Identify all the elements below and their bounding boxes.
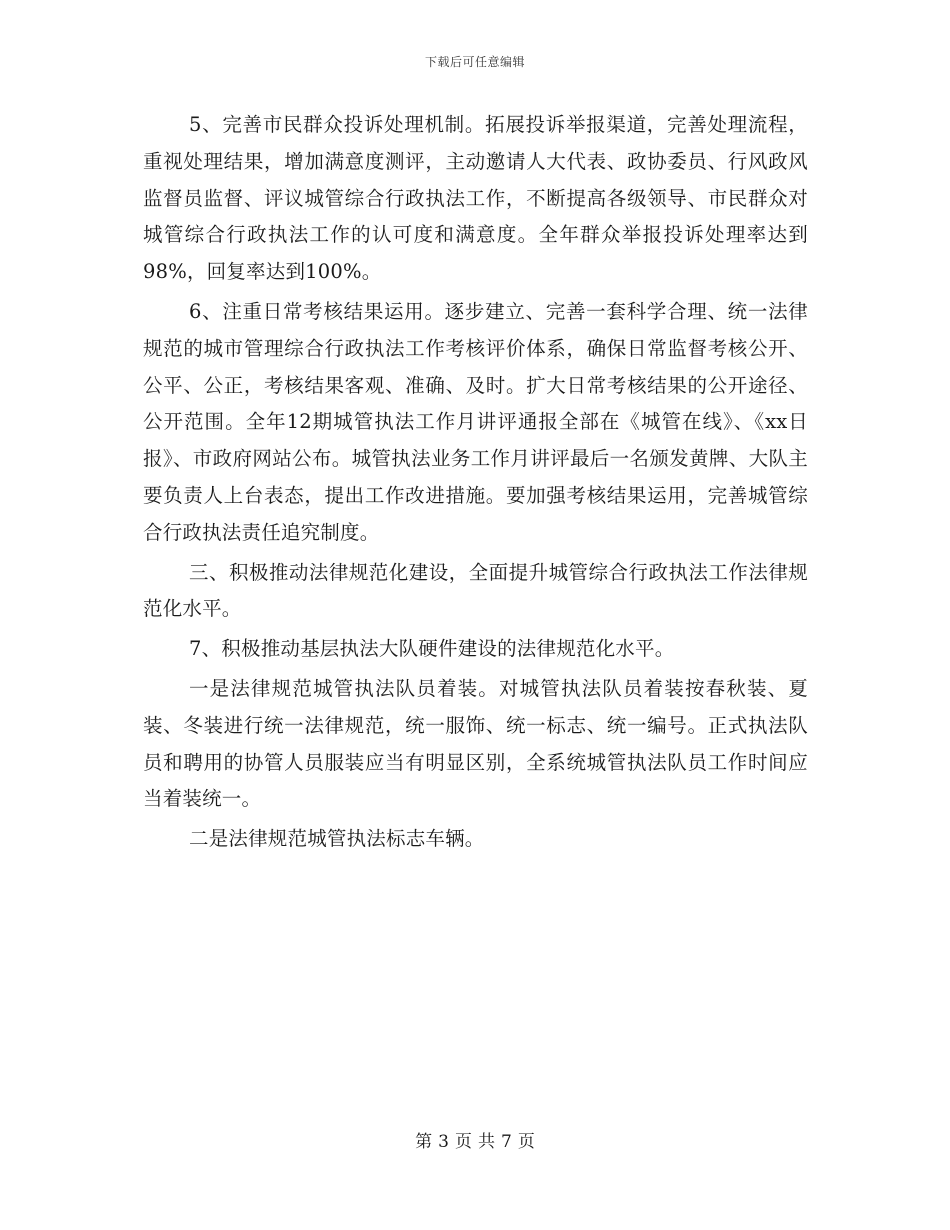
document-body xyxy=(143,107,808,861)
total-label: 共 xyxy=(478,1132,495,1152)
paragraph-item-6: 6、注重日常考核结果运用。逐步建立、完善一套科学合理、统一法律规范的城市管理综合行政执法工作考核评价体系，确保日常监督考核公开、公平、公正，考核结果客观、准确、及时。扩大日常考核结果的公开途径、公开范围。全年12期城管执法工作月讲评通报全部在《城管在线》、《xx日报》、市政府网站公布。城管执法业务工作月讲评最后一名颁发黄牌、大队主要负责人上台表态，提出工作改进措施。要加强考核结果运用，完善城管综合行政执法责任追究制度。 xyxy=(143,299,808,544)
page-number: 3 xyxy=(438,1132,449,1152)
page-total: 7 xyxy=(501,1132,512,1152)
page-unit: 页 xyxy=(455,1132,472,1152)
paragraph-item-7: 7、积极推动基层执法大队硬件建设的法律规范化水平。 xyxy=(189,637,675,661)
total-unit: 页 xyxy=(517,1132,535,1152)
paragraph-uniform: 一是法律规范城管执法队员着装。对城管执法队员着装按春秋装、夏装、冬装进行统一法律规范，统一服饰、统一标志、统一编号。正式执法队员和聘用的协管人员服装应当有明显区别，全系统城管执法队员工作时间应当着装统一。 xyxy=(143,676,808,811)
header-note: 下载后可任意编辑 xyxy=(424,55,525,69)
page-label: 第 xyxy=(415,1132,433,1152)
paragraph-item-5: 5、完善市民群众投诉处理机制。拓展投诉举报渠道，完善处理流程，重视处理结果，增加满意度测评，主动邀请人大代表、政协委员、行风政风监督员监督、评议城管综合行政执法工作，不断提高各级领导、市民群众对城管综合行政执法工作的认可度和满意度。全年群众举报投诉处理率达到98%，回复率达到100%。 xyxy=(143,113,808,284)
section-heading-3: 三、积极推动法律规范化建设，全面提升城管综合行政执法工作法律规范化水平。 xyxy=(143,560,808,621)
paragraph-vehicles: 二是法律规范城管执法标志车辆。 xyxy=(189,827,485,851)
page-footer xyxy=(0,1127,950,1152)
